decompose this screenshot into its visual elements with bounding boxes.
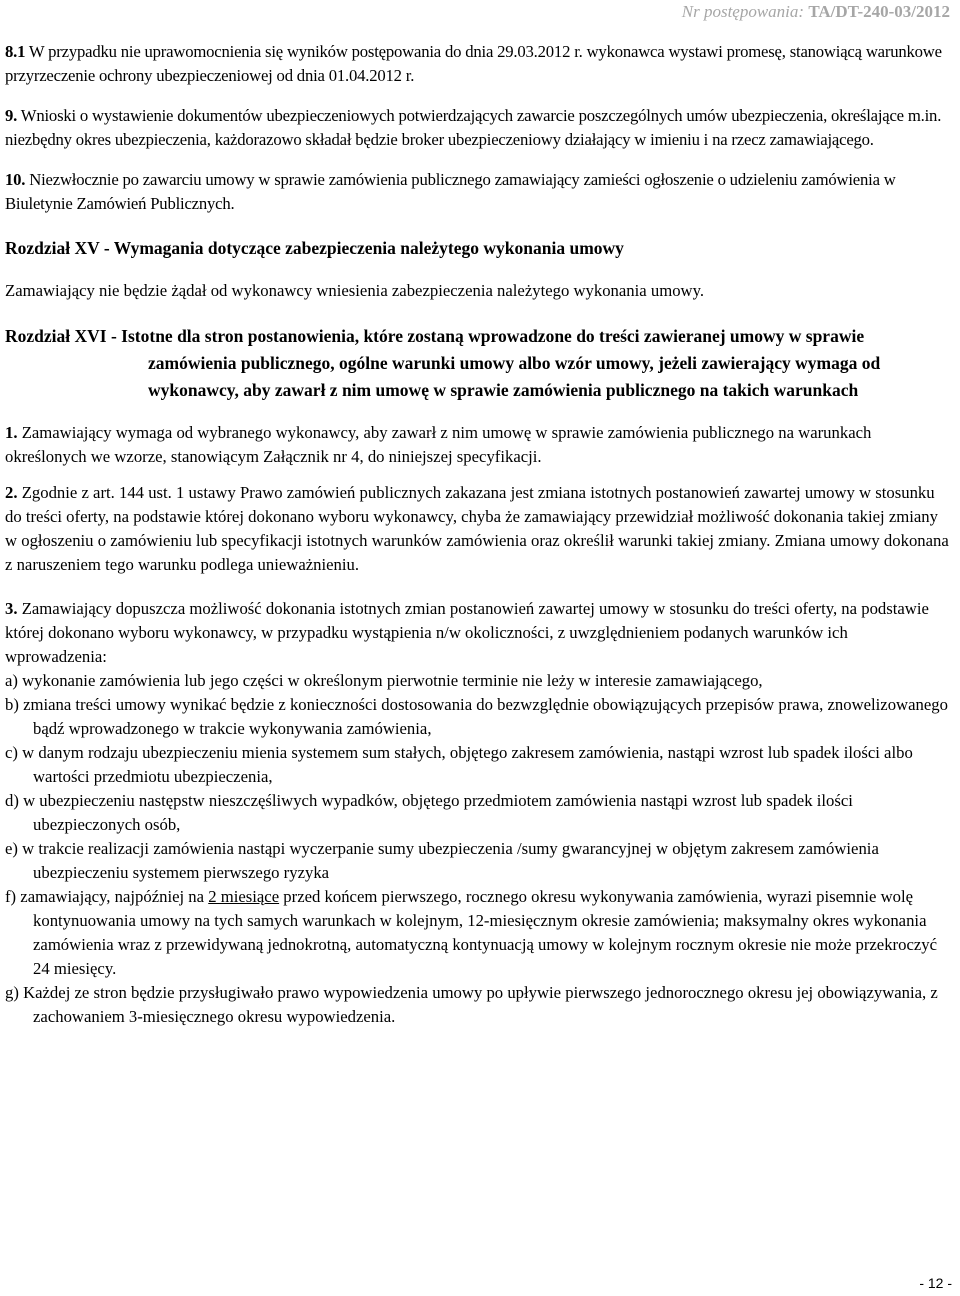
list-item-b: b) zmiana treści umowy wynikać będzie z konieczności dostosowania do bezwzględnie obowiązujących przepisów prawa, znowelizowanego bądź wprowadzonego w trakcie wykonywania zamówienia, <box>5 695 948 738</box>
list-item-f <box>5 885 953 981</box>
list-item-e: e) w trakcie realizacji zamówienia nastąpi wyczerpanie sumy ubezpieczenia /sumy gwarancyjnej w objętym zakresem zamówienia ubezpieczeniu systemem pierwszego ryzyka <box>5 839 879 882</box>
paragraph-number: 10. <box>5 170 26 189</box>
paragraph-text: Zamawiający dopuszcza możliwość dokonania istotnych zmian postanowień zawartej umowy w stosunku do treści oferty, na podstawie której dokonano wyboru wykonawcy, w przypadku wystąpienia n/w okoliczności, z uwzględnieniem podanych warunków ich wprowadzenia: <box>5 599 929 666</box>
paragraph-number: 9. <box>5 106 18 125</box>
paragraph-number: 3. <box>5 599 18 618</box>
chapter-xv-body: Zamawiający nie będzie żądał od wykonawcy wniesienia zabezpieczenia należytego wykonania umowy. <box>5 280 705 300</box>
list-item-a: a) wykonanie zamówienia lub jego części w określonym pierwotnie terminie nie leży w interesie zamawiającego, <box>5 671 763 690</box>
paragraph-number: 8.1 <box>5 42 26 61</box>
paragraph-8-1 <box>5 40 953 88</box>
chapter-xvi-heading: Rozdział XVI - Istotne dla stron postanowienia, które zostaną wprowadzone do treści zawieranej umowy w sprawie zamówienia publicznego, ogólne warunki umowy albo wzór umowy, jeżeli zawierający wymaga od wykonawcy, aby zawarł z nim umowę w sprawie zamówienia publicznego na takich warunkach <box>5 325 881 400</box>
paragraph-xvi-1 <box>5 421 953 469</box>
page-header <box>682 2 950 22</box>
case-number: TA/DT-240-03/2012 <box>808 2 950 21</box>
paragraph-number: 2. <box>5 483 18 502</box>
list-item-g: g) Każdej ze stron będzie przysługiwało prawo wypowiedzenia umowy po upływie pierwszego jednorocznego okresu jej obowiązywania, z zachowaniem 3-miesięcznego okresu wypowiedzenia. <box>5 983 938 1026</box>
paragraph-text: Zgodnie z art. 144 ust. 1 ustawy Prawo zamówień publicznych zakazana jest zmiana istotnych postanowień zawartej umowy w stosunku do treści oferty, na podstawie której dokonano wyboru wykonawcy, chyba że zamawiający przewidział możliwość dokonania takiej zmiany w ogłoszeniu o zamówieniu lub specyfikacji istotnych warunków zamówienia oraz określił warunki takiej zmiany. Zmiana umowy dokonana z naruszeniem tego warunku podlega unieważnieniu. <box>5 483 949 574</box>
list-item-f-start: f) zamawiający, najpóźniej na <box>5 887 209 906</box>
underlined-term: 2 miesiące <box>208 887 280 906</box>
paragraph-text: Niezwłocznie po zawarciu umowy w sprawie zamówienia publicznego zamawiający zamieści ogłoszenie o udzieleniu zamówienia w Biuletynie Zamówień Publicznych. <box>5 170 896 213</box>
case-number-label: Nr postępowania: <box>681 2 809 21</box>
paragraph-10 <box>5 168 953 216</box>
page-number: - 12 - <box>919 1275 952 1291</box>
paragraph-text: W przypadku nie uprawomocnienia się wyników postępowania do dnia 29.03.2012 r. wykonawca wystawi promesę, stanowiącą warunkowe przyrzeczenie ochrony ubezpieczeniowej od dnia 01.04.2012 r. <box>5 42 942 85</box>
list-item-d: d) w ubezpieczeniu następstw nieszczęśliwych wypadków, objętego przedmiotem zamówienia nastąpi wzrost lub spadek ilości ubezpieczonych osób, <box>5 791 853 834</box>
chapter-xv-heading: Rozdział XV - Wymagania dotyczące zabezpieczenia należytego wykonania umowy <box>5 238 624 258</box>
paragraph-xvi-2 <box>5 481 953 577</box>
list-item-f-rest: przed końcem pierwszego, rocznego okresu wykonywania zamówienia, wyrazi pisemnie wolę kontynuowania umowy na tych samych warunkach w kolejnym, 12-miesięcznym okresie zamówienia; maksymalny okres wykonania zamówienia wraz z przewidywaną jednokrotną, automatyczną kontynuacją umowy w kolejnym rocznym okresie nie może przekroczyć 24 miesięcy. <box>33 887 938 978</box>
paragraph-text: Wnioski o wystawienie dokumentów ubezpieczeniowych potwierdzających zawarcie poszczególnych umów ubezpieczenia, określające m.in. niezbędny okres ubezpieczenia, każdorazowo składał będzie broker ubezpieczeniowy działający w imieniu i na rzecz zamawiającego. <box>5 106 942 149</box>
list-item-c: c) w danym rodzaju ubezpieczeniu mienia systemem sum stałych, objętego zakresem zamówienia, nastąpi wzrost lub spadek ilości albo wartości przedmiotu ubezpieczenia, <box>5 743 913 786</box>
paragraph-9 <box>5 104 953 152</box>
paragraph-xvi-3 <box>5 597 953 669</box>
document-body <box>5 40 953 1029</box>
paragraph-text: Zamawiający wymaga od wybranego wykonawcy, aby zawarł z nim umowę w sprawie zamówienia publicznego na warunkach określonych we wzorze, stanowiącym Załącznik nr 4, do niniejszej specyfikacji. <box>5 423 872 466</box>
paragraph-number: 1. <box>5 423 18 442</box>
